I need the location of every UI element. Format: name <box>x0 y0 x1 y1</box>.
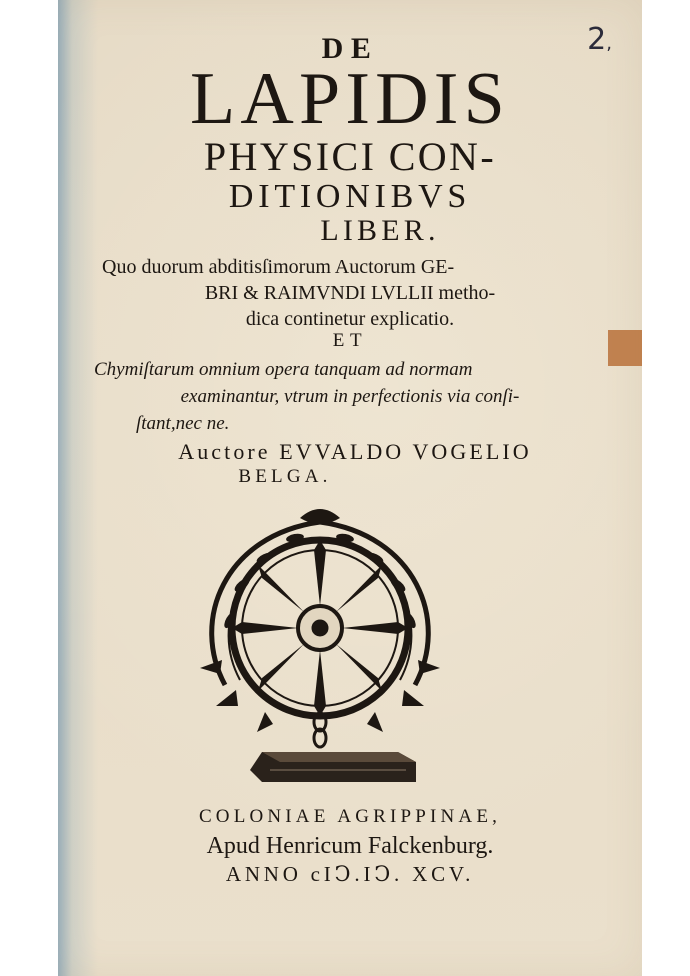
title-line-5: LIBER. <box>320 214 440 247</box>
printer-device-wheel-icon <box>170 500 470 800</box>
imprint-line-3: ANNO cIↃ.IↃ. XCV. <box>225 862 475 886</box>
description-line-1: Quo duorum abditisſimorum Auctorum GE- <box>102 256 455 278</box>
description-line-2: BRI & RAIMVNDI LVLLII metho- <box>204 282 496 304</box>
italic-line-3: ſtant,nec ne. <box>136 413 230 434</box>
page-edge-tab <box>608 330 642 366</box>
conjunction-et: ET <box>332 330 368 351</box>
title-line-4: DITIONIBVS <box>228 178 472 215</box>
title-line-2: LAPIDIS <box>190 58 510 140</box>
italic-line-1: Chymiſtarum omnium opera tanquam ad normam <box>94 359 473 380</box>
stone-block <box>250 752 416 782</box>
author-line-1: Auctore EVVALDO VOGELIO <box>178 439 532 464</box>
italic-line-2: examinantur, vtrum in perfectionis via conſi- <box>180 386 520 407</box>
title-line-3: PHYSICI CON- <box>203 134 497 179</box>
imprint-line-2: Apud Henricum Falckenburg. <box>206 833 494 859</box>
title-line-1: DE <box>321 32 379 65</box>
description-line-3: dica continetur explicatio. <box>245 308 455 330</box>
author-line-2: BELGA. <box>238 466 332 487</box>
imprint-line-1: COLONIAE AGRIPPINAE, <box>198 806 502 827</box>
book-page <box>58 0 642 976</box>
page-number: 2, <box>587 22 612 57</box>
page-number-mark: , <box>606 33 612 54</box>
